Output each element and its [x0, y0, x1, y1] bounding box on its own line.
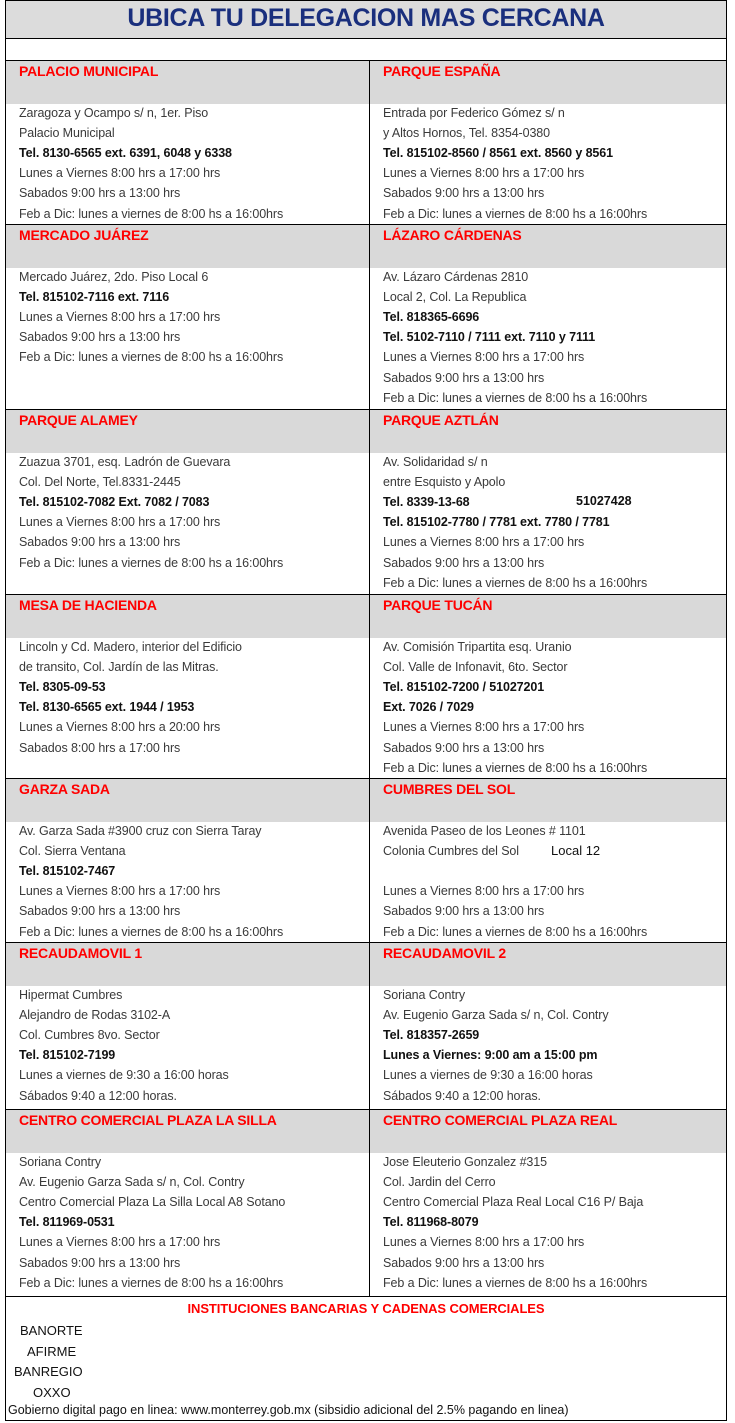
delegation-line: Sabados 9:00 hrs a 13:00 hrs — [19, 1255, 181, 1270]
delegation-phone: Tel. 5102-7110 / 7111 ext. 7110 y 7111 — [383, 330, 596, 345]
delegation-name: CUMBRES DEL SOL — [383, 781, 516, 797]
column-divider — [369, 595, 370, 779]
delegation-name: GARZA SADA — [19, 781, 110, 797]
delegation-name: MERCADO JUÁREZ — [19, 227, 149, 243]
delegation-line: Feb a Dic: lunes a viernes de 8:00 hs a 16:00hrs — [19, 206, 284, 221]
delegation-phone: Tel. 811969-0531 — [19, 1215, 115, 1230]
delegation-name: CENTRO COMERCIAL PLAZA REAL — [383, 1112, 618, 1128]
delegation-name: PALACIO MUNICIPAL — [19, 63, 159, 79]
delegation-phone: Tel. 815102-7467 — [19, 864, 116, 879]
delegation-line: Sabados 9:00 hrs a 13:00 hrs — [19, 330, 181, 345]
delegation-line: Col. Del Norte, Tel.8331-2445 — [19, 475, 181, 490]
delegation-line: y Altos Hornos, Tel. 8354-0380 — [383, 126, 551, 141]
delegation-line: Soriana Contry — [383, 988, 465, 1002]
delegation-line: Zaragoza y Ocampo s/ n, 1er. Piso — [19, 106, 209, 120]
delegation-line: Soriana Contry — [19, 1155, 101, 1169]
delegation-name: RECAUDAMOVIL 1 — [19, 945, 142, 961]
delegation-line: Lunes a Viernes 8:00 hrs a 17:00 hrs — [19, 515, 221, 530]
delegation-line: Feb a Dic: lunes a viernes de 8:00 hs a 16:00hrs — [19, 924, 284, 939]
delegation-line: Lunes a viernes de 9:30 a 16:00 horas — [383, 1068, 593, 1083]
delegation-line: Sabados 9:00 hrs a 13:00 hrs — [19, 904, 181, 919]
delegation-line: Sabados 9:00 hrs a 13:00 hrs — [383, 904, 545, 919]
banks-title: INSTITUCIONES BANCARIAS Y CADENAS COMERCIALES — [187, 1301, 545, 1316]
delegation-line: Av. Eugenio Garza Sada s/ n, Col. Contry — [19, 1175, 245, 1190]
delegation-phone: Tel. 815102-8560 / 8561 ext. 8560 y 8561 — [383, 146, 613, 161]
title-bar — [6, 1, 726, 39]
delegation-line: Feb a Dic: lunes a viernes de 8:00 hs a 16:00hrs — [19, 555, 284, 570]
delegation-phone: Tel. 815102-7116 ext. 7116 — [19, 290, 170, 305]
delegation-line: Col. Sierra Ventana — [19, 844, 126, 859]
delegation-line: Sabados 8:00 hrs a 17:00 hrs — [19, 740, 181, 755]
delegation-phone: Tel. 818357-2659 — [383, 1028, 480, 1043]
delegation-line: Sabados 9:00 hrs a 13:00 hrs — [383, 370, 545, 385]
delegation-name: MESA DE HACIENDA — [19, 597, 157, 613]
delegation-line: Hipermat Cumbres — [19, 988, 123, 1002]
delegation-line: Alejandro de Rodas 3102-A — [19, 1008, 171, 1023]
delegation-line: Col. Valle de Infonavit, 6to. Sector — [383, 660, 568, 675]
page-title: UBICA TU DELEGACION MAS CERCANA — [127, 4, 605, 32]
delegation-phone: Tel. 815102-7199 — [19, 1048, 116, 1063]
delegation-name: PARQUE TUCÁN — [383, 597, 493, 613]
bank-item: BANREGIO — [14, 1364, 83, 1379]
delegation-phone: Tel. 8305-09-53 — [19, 680, 106, 695]
delegation-line: Centro Comercial Plaza La Silla Local A8 Sotano — [19, 1195, 286, 1210]
delegation-line: Col. Jardin del Cerro — [383, 1175, 496, 1190]
delegation-phone: Tel. 815102-7780 / 7781 ext. 7780 / 7781 — [383, 515, 610, 530]
delegation-name: PARQUE AZTLÁN — [383, 412, 499, 428]
delegation-line: Sábados 9:40 a 12:00 horas. — [383, 1088, 541, 1103]
delegation-line: Zuazua 3701, esq. Ladrón de Guevara — [19, 455, 231, 469]
delegation-line: Av. Comisión Tripartita esq. Uranio — [383, 640, 572, 654]
delegation-phone: Tel. 8130-6565 ext. 1944 / 1953 — [19, 700, 195, 715]
delegation-name: CENTRO COMERCIAL PLAZA LA SILLA — [19, 1112, 277, 1128]
delegation-line: Avenida Paseo de los Leones # 1101 — [383, 824, 586, 838]
column-divider — [369, 943, 370, 1110]
delegation-line: Lunes a Viernes 8:00 hrs a 17:00 hrs — [19, 1235, 221, 1250]
delegation-line: Sabados 9:00 hrs a 13:00 hrs — [383, 1255, 545, 1270]
delegations-sheet — [5, 0, 727, 1421]
delegation-line: Feb a Dic: lunes a viernes de 8:00 hs a 16:00hrs — [19, 350, 284, 365]
delegation-line: Lunes a Viernes 8:00 hrs a 17:00 hrs — [383, 884, 585, 899]
column-divider — [369, 1110, 370, 1297]
delegation-line: entre Esquisto y Apolo — [383, 475, 506, 490]
delegation-line: Sabados 9:00 hrs a 13:00 hrs — [19, 535, 181, 550]
delegation-line: Lunes a Viernes 8:00 hrs a 17:00 hrs — [383, 350, 585, 365]
delegation-line: Lunes a Viernes 8:00 hrs a 17:00 hrs — [19, 166, 221, 181]
delegation-phone: Tel. 815102-7200 / 51027201 — [383, 680, 545, 695]
delegation-line: Lunes a Viernes 8:00 hrs a 17:00 hrs — [19, 310, 221, 325]
delegation-line: Feb a Dic: lunes a viernes de 8:00 hs a 16:00hrs — [383, 1275, 648, 1290]
delegation-line: Feb a Dic: lunes a viernes de 8:00 hs a 16:00hrs — [383, 924, 648, 939]
footer-note: Gobierno digital pago en linea: www.monterrey.gob.mx (sibsidio adicional del 2.5% pagando en linea) — [8, 1403, 569, 1417]
bank-item: OXXO — [33, 1384, 71, 1400]
column-divider — [369, 225, 370, 410]
delegation-line: Av. Lázaro Cárdenas 2810 — [383, 270, 529, 284]
delegation-line: Mercado Juárez, 2do. Piso Local 6 — [19, 270, 209, 284]
delegation-phone: Tel. 818365-6696 — [383, 310, 480, 325]
delegation-line: Feb a Dic: lunes a viernes de 8:00 hs a 16:00hrs — [19, 1275, 284, 1290]
delegation-line: Sábados 9:40 a 12:00 horas. — [19, 1088, 177, 1103]
delegation-line: Sabados 9:00 hrs a 13:00 hrs — [383, 740, 545, 755]
delegation-line: Sabados 9:00 hrs a 13:00 hrs — [383, 186, 545, 201]
delegation-line: Lunes a Viernes 8:00 hrs a 17:00 hrs — [383, 535, 585, 550]
delegation-line: Lunes a Viernes 8:00 hrs a 17:00 hrs — [19, 884, 221, 899]
delegation-phone: Tel. 811968-8079 — [383, 1215, 479, 1230]
delegation-line: Feb a Dic: lunes a viernes de 8:00 hs a 16:00hrs — [383, 575, 648, 590]
delegation-line: Av. Solidaridad s/ n — [383, 455, 488, 469]
delegation-name: RECAUDAMOVIL 2 — [383, 945, 506, 961]
delegation-line: Entrada por Federico Gómez s/ n — [383, 106, 565, 120]
delegation-name: PARQUE ESPAÑA — [383, 63, 501, 79]
delegation-phone: Tel. 8339-13-68 — [383, 495, 470, 510]
delegation-line: Feb a Dic: lunes a viernes de 8:00 hs a 16:00hrs — [383, 760, 648, 775]
delegation-phone: Ext. 7026 / 7029 — [383, 700, 474, 715]
delegation-line: Sabados 9:00 hrs a 13:00 hrs — [383, 555, 545, 570]
delegation-line: Av. Garza Sada #3900 cruz con Sierra Taray — [19, 824, 262, 838]
delegation-line: Av. Eugenio Garza Sada s/ n, Col. Contry — [383, 1008, 609, 1023]
delegation-line: Palacio Municipal — [19, 126, 115, 141]
delegation-line: Lincoln y Cd. Madero, interior del Edificio — [19, 640, 242, 654]
delegation-line: Colonia Cumbres del Sol — [383, 844, 519, 859]
delegation-line: Sabados 9:00 hrs a 13:00 hrs — [19, 186, 181, 201]
delegation-line: Local 2, Col. La Republica — [383, 290, 527, 305]
extra-phone: 51027428 — [576, 494, 632, 509]
local-number: Local 12 — [551, 843, 601, 859]
column-divider — [369, 779, 370, 943]
delegation-name: LÁZARO CÁRDENAS — [383, 227, 522, 243]
delegation-line: Lunes a Viernes 8:00 hrs a 17:00 hrs — [383, 1235, 585, 1250]
delegation-phone: Tel. 815102-7082 Ext. 7082 / 7083 — [19, 495, 210, 510]
delegation-phone: Tel. 8130-6565 ext. 6391, 6048 y 6338 — [19, 146, 232, 161]
delegation-line: Col. Cumbres 8vo. Sector — [19, 1028, 160, 1043]
delegation-line: Centro Comercial Plaza Real Local C16 P/ Baja — [383, 1195, 644, 1210]
column-divider — [369, 410, 370, 595]
delegation-line: Feb a Dic: lunes a viernes de 8:00 hs a 16:00hrs — [383, 390, 648, 405]
delegation-line: Lunes a viernes de 9:30 a 16:00 horas — [19, 1068, 229, 1083]
delegation-line: Lunes a Viernes 8:00 hrs a 17:00 hrs — [383, 720, 585, 735]
divider — [6, 1296, 726, 1297]
delegation-phone: Lunes a Viernes: 9:00 am a 15:00 pm — [383, 1048, 598, 1063]
delegation-line: Jose Eleuterio Gonzalez #315 — [383, 1155, 547, 1169]
delegation-line: Feb a Dic: lunes a viernes de 8:00 hs a 16:00hrs — [383, 206, 648, 221]
bank-item: AFIRME — [27, 1343, 77, 1359]
delegation-name: PARQUE ALAMEY — [19, 412, 138, 428]
delegation-line: Lunes a Viernes 8:00 hrs a 20:00 hrs — [19, 720, 221, 735]
delegation-line: de transito, Col. Jardín de las Mitras. — [19, 660, 219, 675]
column-divider — [369, 61, 370, 225]
delegation-line: Lunes a Viernes 8:00 hrs a 17:00 hrs — [383, 166, 585, 181]
bank-item: BANORTE — [20, 1323, 83, 1338]
